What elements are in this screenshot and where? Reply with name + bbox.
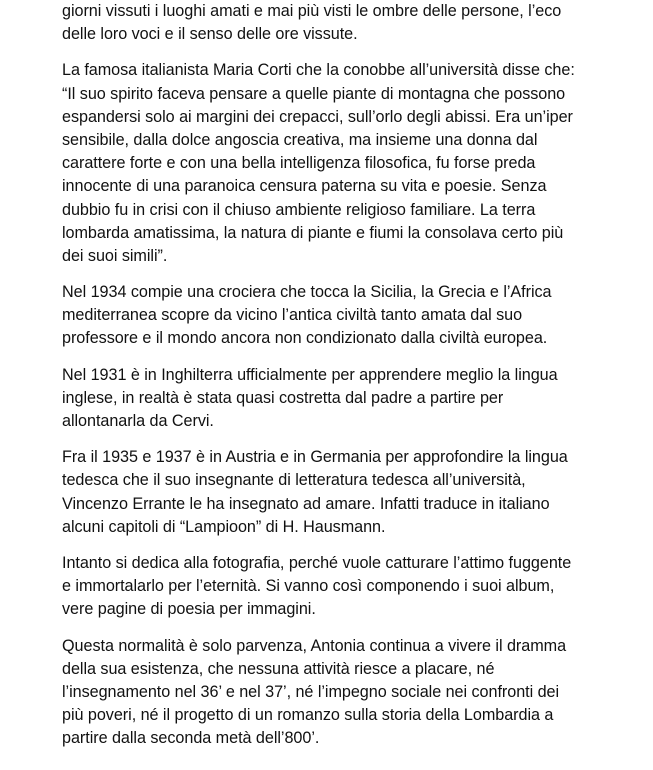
- text-line: l’insegnamento nel 36’ e nel 37’, né l’impegno sociale nei confronti dei: [62, 682, 560, 701]
- text-line: carattere forte e con una bella intelligenza filosofica, fu forse preda: [62, 154, 536, 173]
- paragraph-normality: [62, 635, 634, 751]
- text-line: tedesca che il suo insegnante di letteratura tedesca all’università,: [62, 471, 526, 490]
- paragraph-austria-germany: [62, 446, 634, 539]
- text-line: mediterranea scopre da vicino l’antica civiltà tanto amata dal suo: [62, 306, 523, 325]
- paragraph-photography: [62, 552, 634, 622]
- text-line: lombarda amatissima, la natura di piante e fiumi la consolava certo più: [62, 223, 564, 242]
- text-line: Intanto si dedica alla fotografia, perché vuole catturare l’attimo fuggente: [62, 553, 572, 572]
- text-line: Vincenzo Errante le ha insegnato ad amare. Infatti traduce in italiano: [62, 494, 550, 513]
- paragraph-1931-england: [62, 364, 634, 434]
- text-line: dubbio fu in crisi con il chiuso ambiente religioso familiare. La terra: [62, 200, 536, 219]
- text-line: Fra il 1935 e 1937 è in Austria e in Germania per approfondire la lingua: [62, 448, 568, 467]
- paragraph-memories: [62, 0, 634, 46]
- text-line: giorni vissuti i luoghi amati e mai più visti le ombre delle persone, l’eco: [62, 2, 562, 20]
- text-line: espandersi solo ai margini dei crepacci, sull’orlo degli abissi. Era un’iper: [62, 107, 573, 126]
- text-line: vere pagine di poesia per immagini.: [62, 600, 316, 619]
- paragraph-maria-corti-quote: [62, 59, 634, 268]
- text-line: “Il suo spirito faceva pensare a quelle piante di montagna che possono: [62, 84, 566, 103]
- text-line: delle loro voci e il senso delle ore vissute.: [62, 25, 358, 44]
- text-line: Nel 1931 è in Inghilterra ufficialmente per apprendere meglio la lingua: [62, 365, 558, 384]
- text-line: innocente di una paranoica censura paterna su vita e poesie. Senza: [62, 177, 547, 196]
- text-line: professore e il mondo ancora non condizionato dalla civiltà europea.: [62, 329, 548, 348]
- text-line: e immortalarlo per l’eternità. Si vanno così componendo i suoi album,: [62, 577, 555, 596]
- text-line: alcuni capitoli di “Lampioon” di H. Hausmann.: [62, 517, 386, 536]
- paragraph-1934-cruise: [62, 281, 634, 351]
- text-line: Questa normalità è solo parvenza, Antonia continua a vivere il dramma: [62, 636, 567, 655]
- text-line: sensibile, dalla dolce angoscia creativa, ma insieme una donna dal: [62, 130, 538, 149]
- text-line: allontanarla da Cervi.: [62, 412, 214, 430]
- text-line: della sua esistenza, che nessuna attività riesce a placare, né: [62, 659, 495, 678]
- text-line: inglese, in realtà è stata quasi costretta dal padre a partire per: [62, 388, 504, 407]
- document-page: [62, 0, 634, 763]
- text-line: più poveri, né il progetto di un romanzo sulla storia della Lombardia a: [62, 706, 554, 725]
- text-line: La famosa italianista Maria Corti che la conobbe all’università disse che:: [62, 61, 575, 80]
- text-line: partire dalla seconda metà dell’800’.: [62, 729, 320, 748]
- text-line: dei suoi simili”.: [62, 246, 168, 265]
- text-line: Nel 1934 compie una crociera che tocca la Sicilia, la Grecia e l’Africa: [62, 283, 552, 302]
